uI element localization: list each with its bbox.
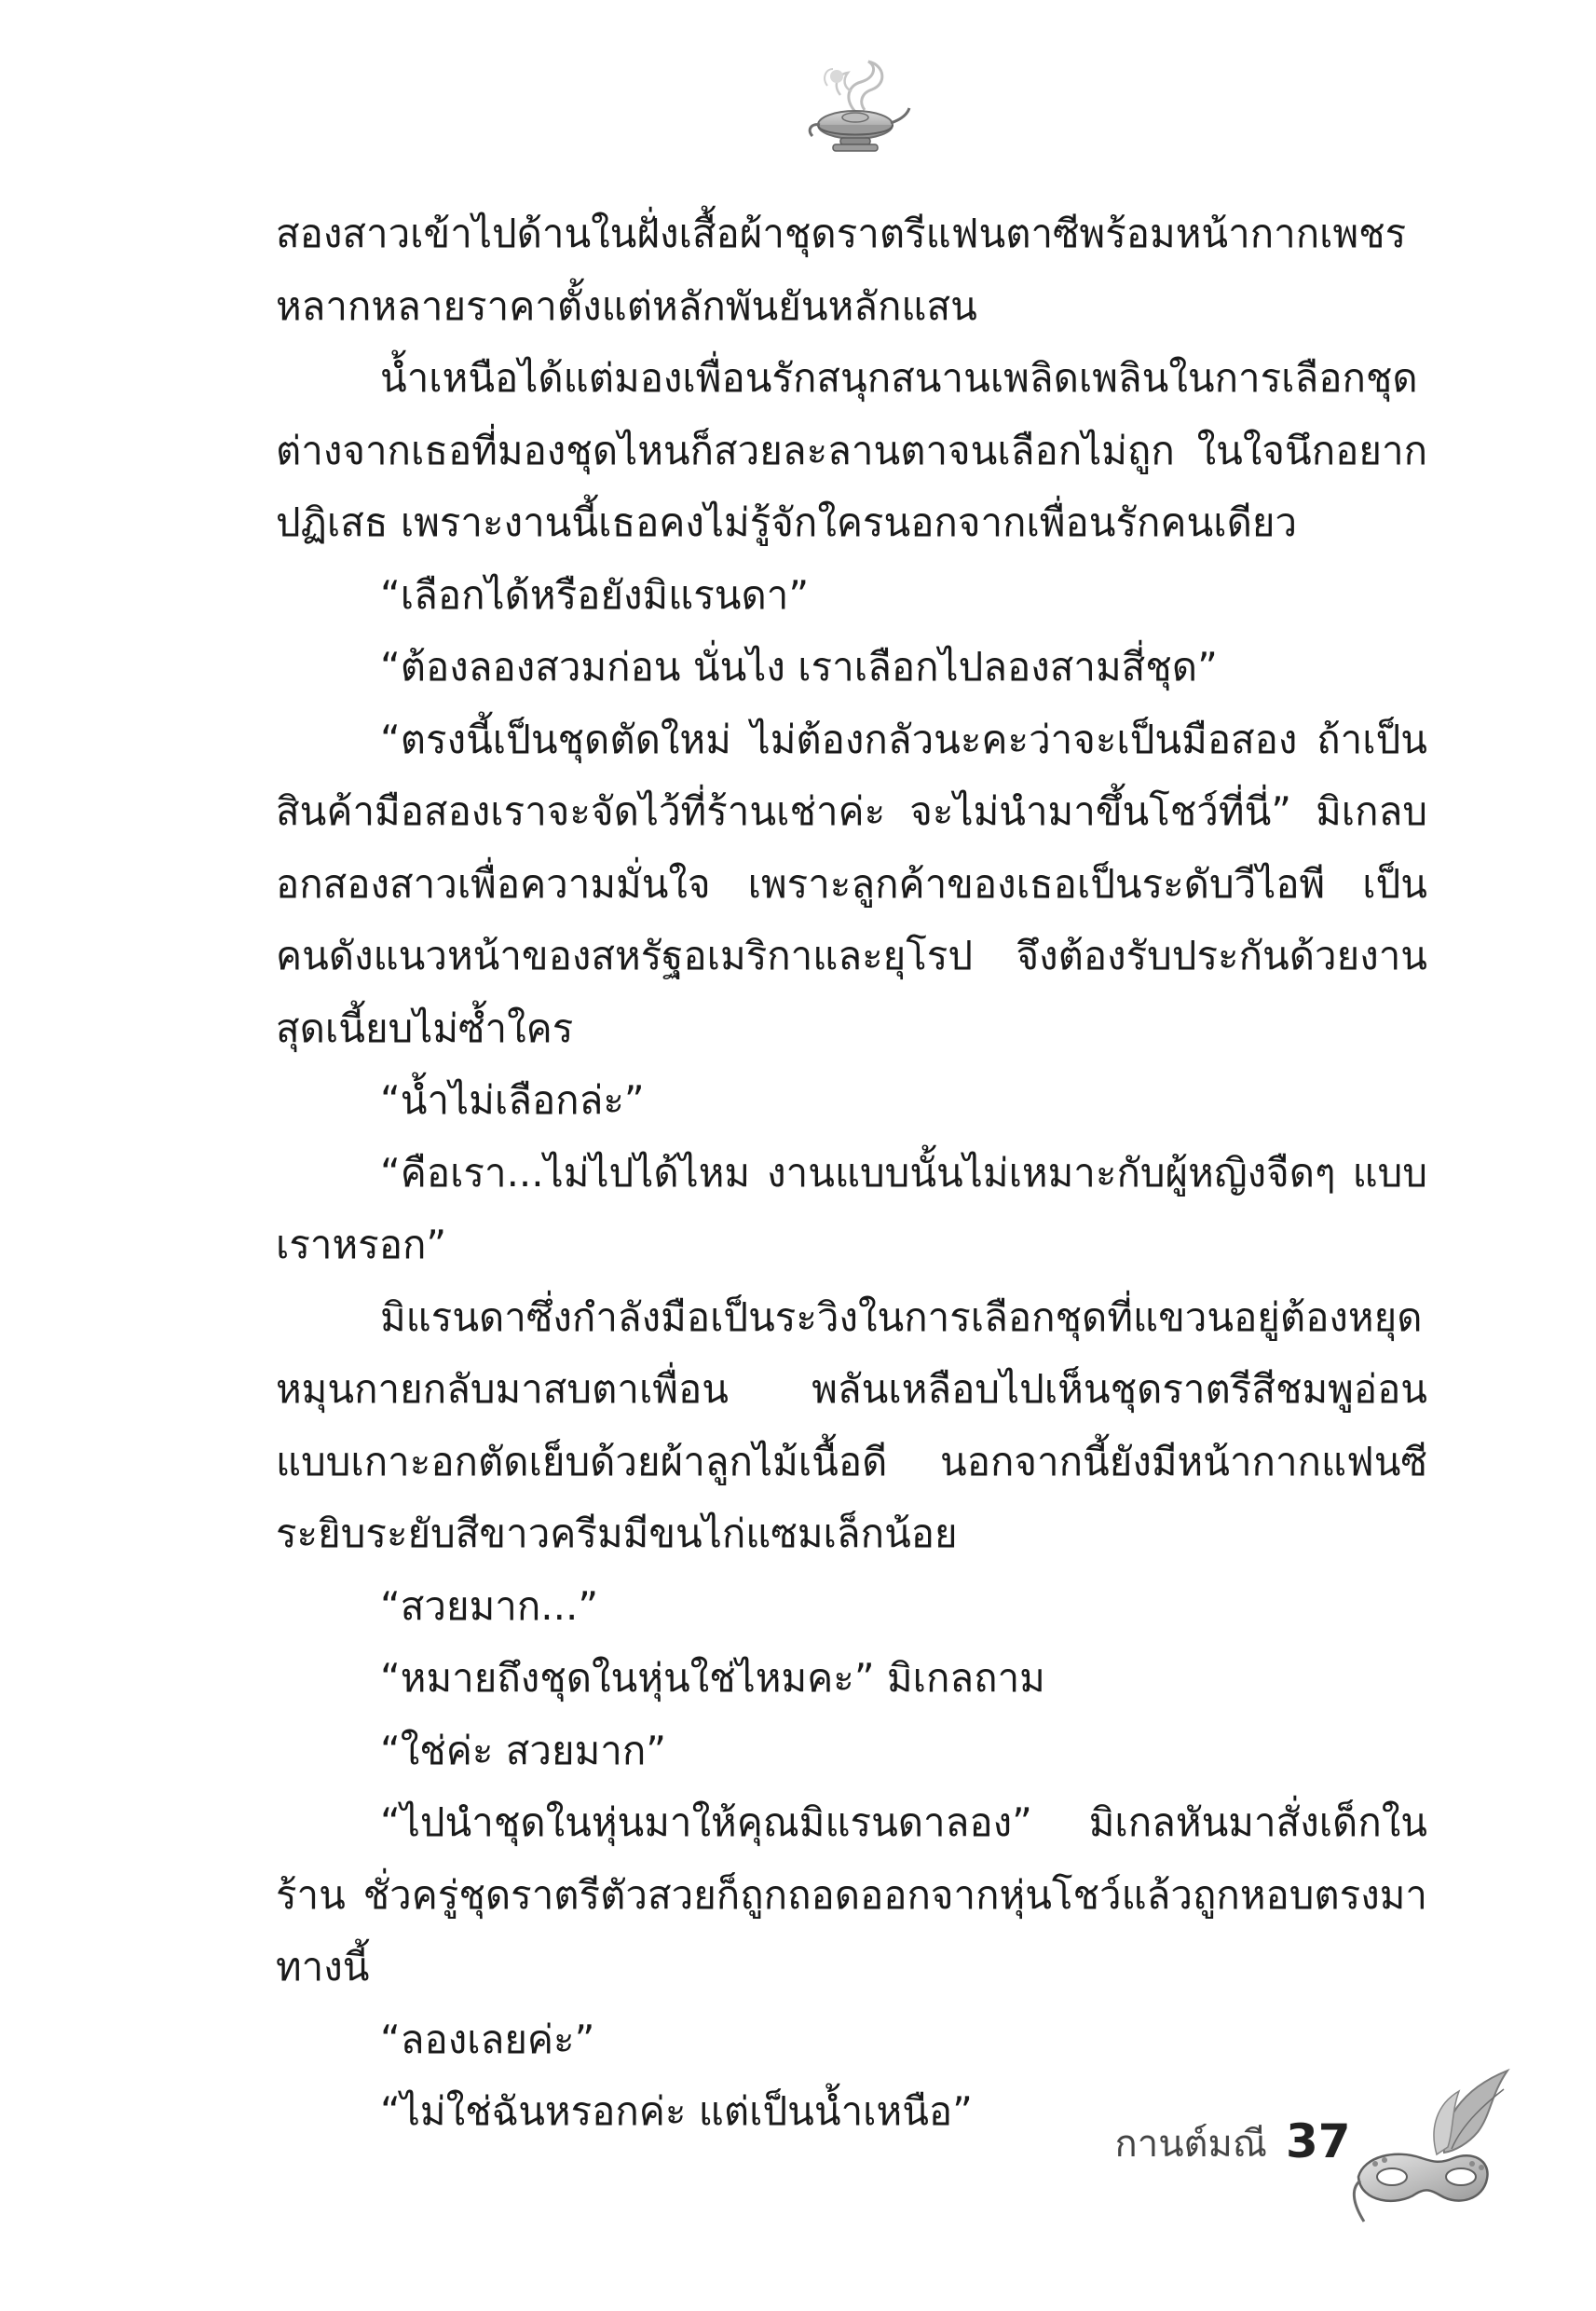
paragraph: มิแรนดาซึ่งกำลังมือเป็นระวิงในการเลือกชุดที่แขวนอยู่ต้องหยุดหมุนกายกลับมาสบตาเพื่อน พลันเหลือบไปเห็นชุดราตรีสีชมพูอ่อนแบบเกาะอกตัดเย็บด้วยผ้าลูกไม้เนื้อดี นอกจากนี้ยังมีหน้ากากแฟนซีระยิบระยับสีขาวครีมมีขนไก่แซมเล็กน้อย (276, 1293, 1427, 1556)
dialogue-line: “เลือกได้หรือยังมิแรนดา” (380, 571, 810, 618)
dialogue-line: “ไม่ใช่ฉันหรอกค่ะ แต่เป็นน้ำเหนือ” (380, 2088, 973, 2134)
dialogue-line: “ต้องลองสวมก่อน นั่นไง เราเลือกไปลองสามสี่ชุด” (380, 644, 1218, 690)
dialogue-line: “หมายถึงชุดในหุ่นใช่ไหมคะ” มิเกลถาม (380, 1655, 1045, 1701)
author-name: กานต์มณี (1114, 2123, 1267, 2166)
paragraph: “ตรงนี้เป็นชุดตัดใหม่ ไม่ต้องกลัวนะคะว่าจะเป็นมือสอง ถ้าเป็นสินค้ามือสองเราจะจัดไว้ที่ร้านเช่าค่ะ จะไม่นำมาขึ้นโชว์ที่นี่” มิเกลบอกสองสาวเพื่อความมั่นใจ เพราะลูกค้าของเธอเป็นระดับวีไอพี เป็นคนดังแนวหน้าของสหรัฐอเมริกาและยุโรป จึงต้องรับประกันด้วยงานสุดเนี้ยบไม่ซ้ำใคร (276, 716, 1427, 1051)
magic-lamp-icon (799, 58, 911, 160)
dialogue-line: “ใช่ค่ะ สวยมาก” (380, 1727, 667, 1773)
body-text (276, 198, 1427, 2148)
feathered-mask-icon (1351, 2067, 1519, 2225)
paragraph: สองสาวเข้าไปด้านในฝั่งเสื้อผ้าชุดราตรีแฟนตาซีพร้อมหน้ากากเพชรหลากหลายราคาตั้งแต่หลักพันยันหลักแสน (276, 211, 1407, 329)
page-footer (1081, 2104, 1528, 2244)
dialogue-line: “ลองเลยค่ะ” (380, 2016, 595, 2062)
dialogue-line: “คือเรา...ไม่ไปได้ไหม งานแบบนั้นไม่เหมาะกับผู้หญิงจืดๆ แบบเราหรอก” (276, 1149, 1427, 1267)
page-number: 37 (1286, 2114, 1351, 2168)
dialogue-line: “สวยมาก...” (380, 1582, 599, 1629)
paragraph: “ไปนำชุดในหุ่นมาให้คุณมิแรนดาลอง” มิเกลหันมาสั่งเด็กในร้าน ชั่วครู่ชุดราตรีตัวสวยก็ถูกถอดออกจากหุ่นโชว์แล้วถูกหอบตรงมาทางนี้ (276, 1799, 1427, 1990)
dialogue-line: “น้ำไม่เลือกล่ะ” (380, 1077, 645, 1123)
paragraph: น้ำเหนือได้แต่มองเพื่อนรักสนุกสนานเพลิดเพลินในการเลือกชุด ต่างจากเธอที่มองชุดไหนก็สวยละลานตาจนเลือกไม่ถูก ในใจนึกอยากปฏิเสธ เพราะงานนี้เธอคงไม่รู้จักใครนอกจากเพื่อนรักคนเดียว (276, 355, 1427, 545)
